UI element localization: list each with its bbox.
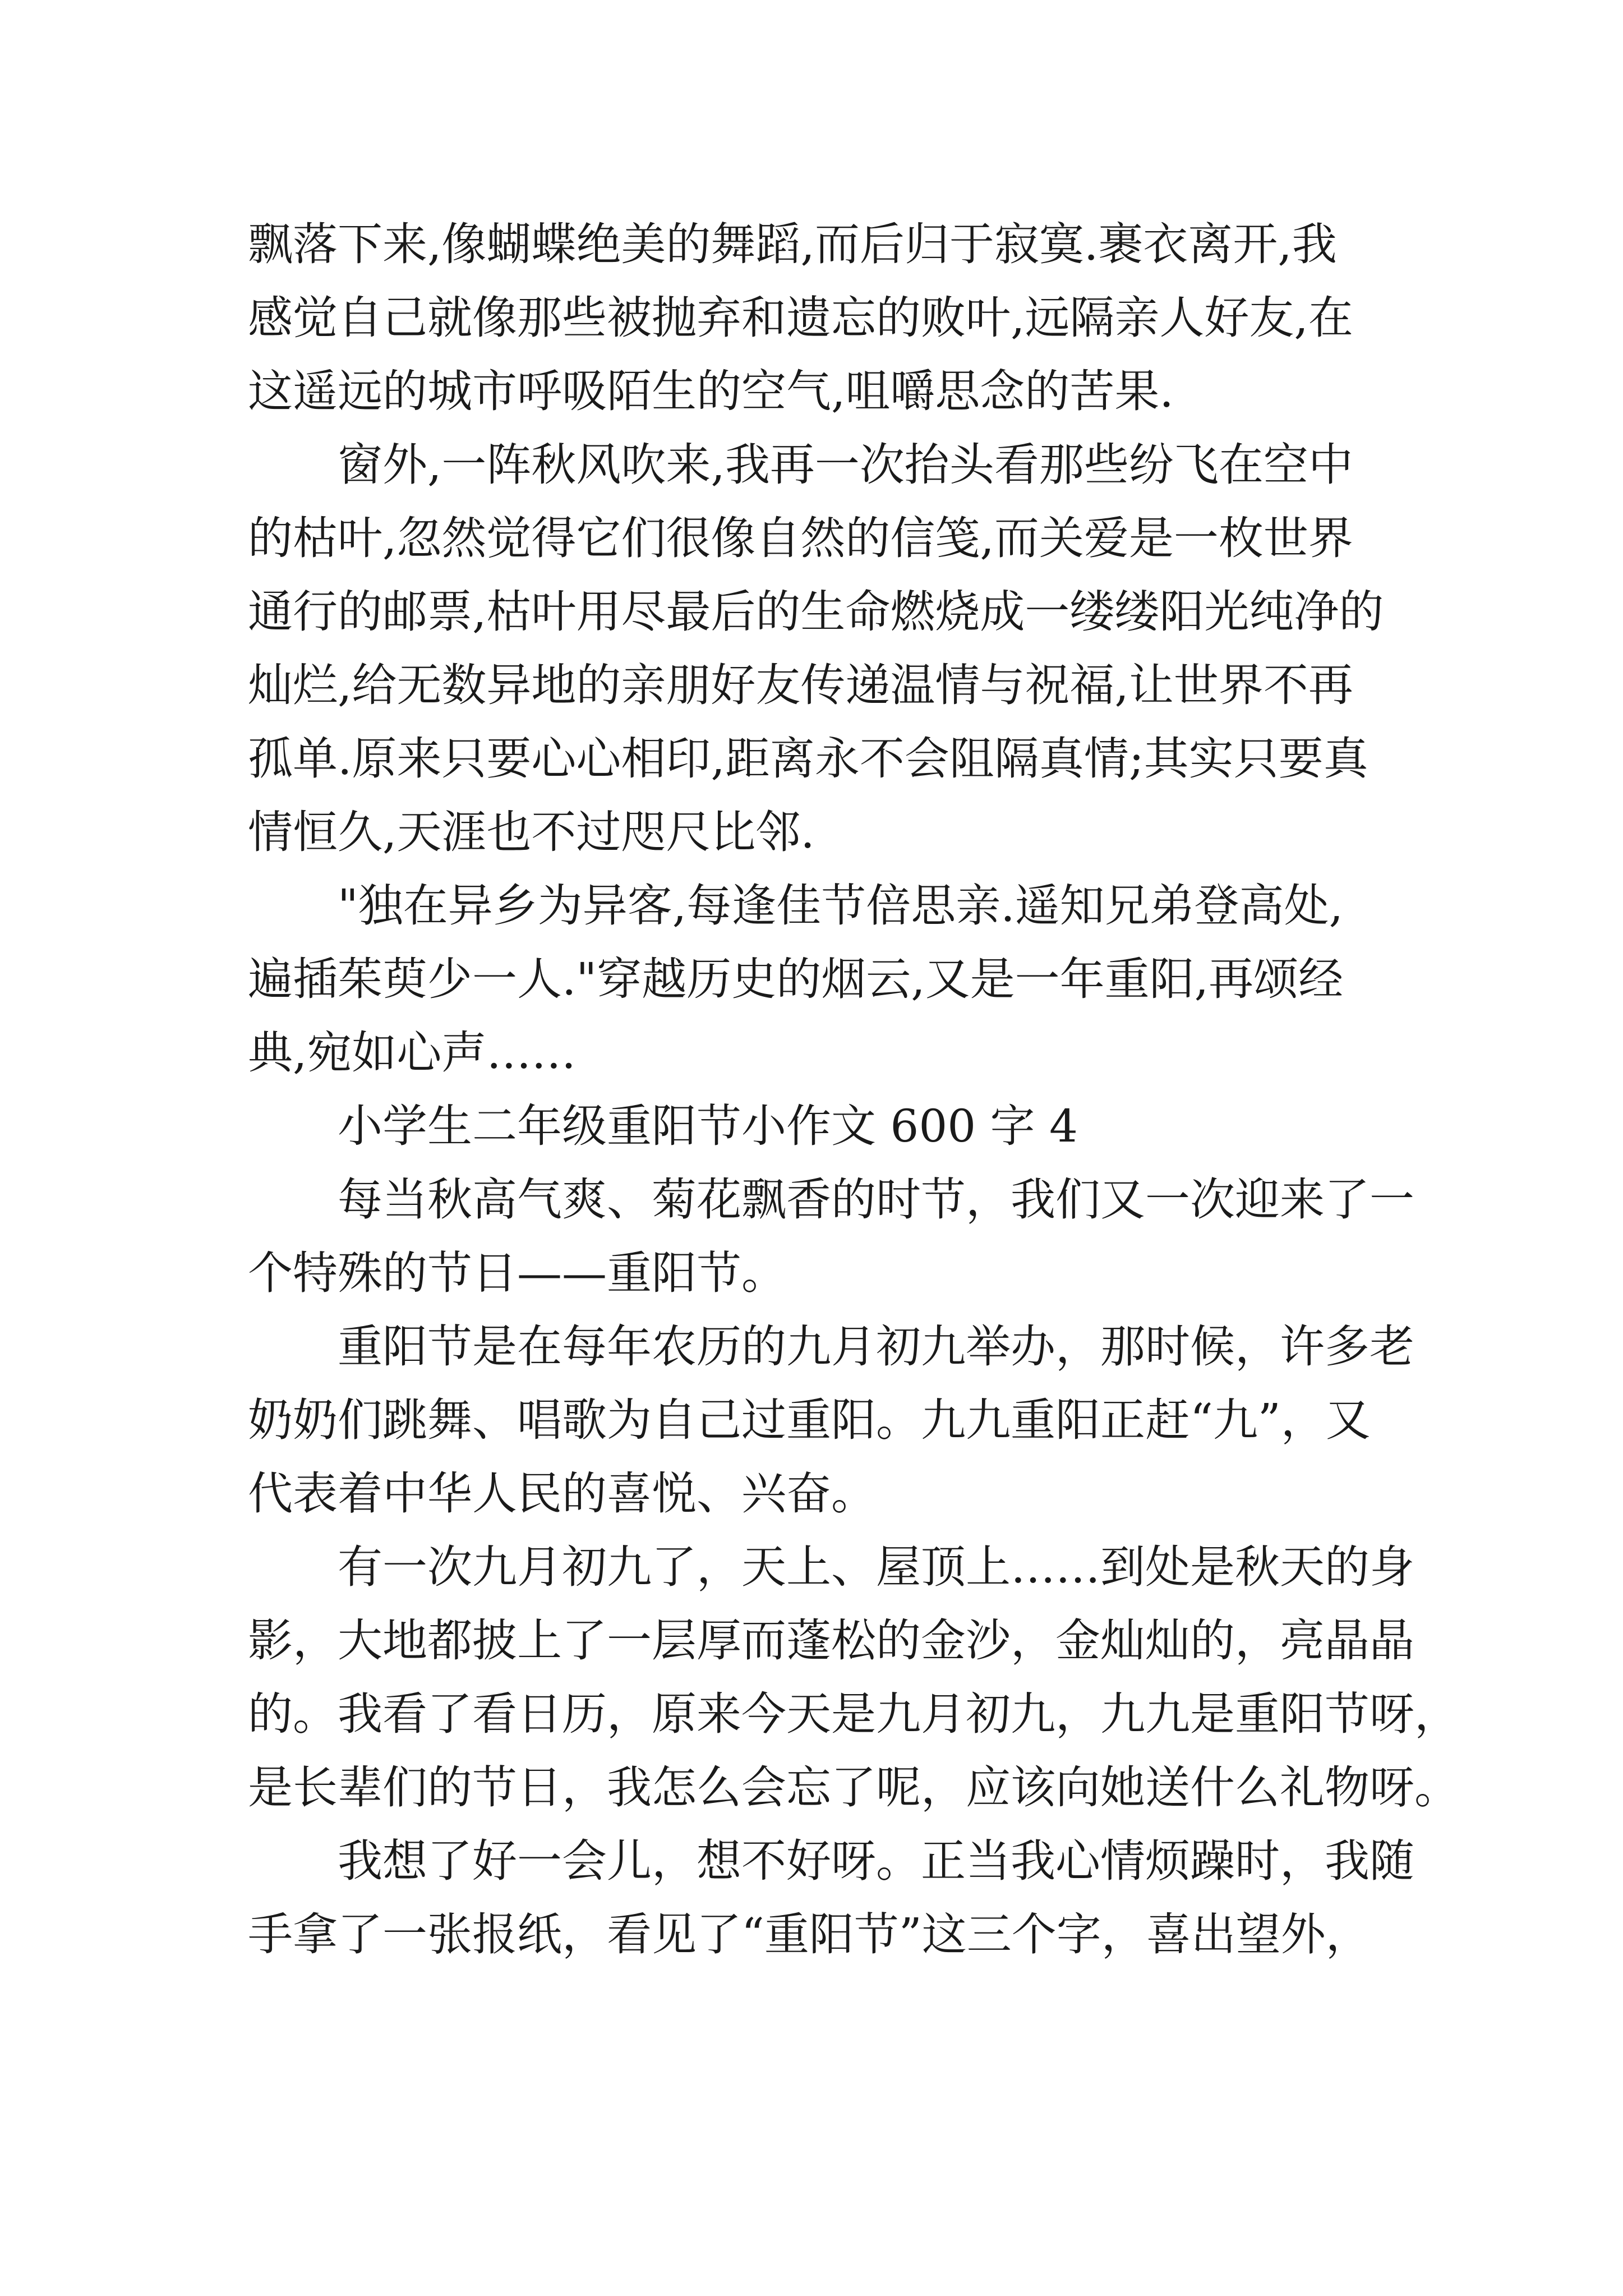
paragraph-6: [248, 1530, 1459, 1824]
paragraph-7: [248, 1824, 1414, 1971]
text-line: 飘落下来,像蝴蝶绝美的舞蹈,而后归于寂寞.裹衣离开,我: [248, 218, 1337, 270]
text-line: 代表着中华人民的喜悦、兴奋。: [248, 1467, 876, 1520]
text-line: 孤单.原来只要心心相印,距离永不会阻隔真情;其实只要真: [248, 733, 1368, 785]
document-body: [248, 208, 1459, 1971]
text-line: 个特殊的节日——重阳节。: [248, 1247, 786, 1299]
text-line: 我想了好一会儿，想不好呀。正当我心情烦躁时，我随: [338, 1835, 1414, 1887]
text-line: 通行的邮票,枯叶用尽最后的生命燃烧成一缕缕阳光纯净的: [248, 586, 1384, 638]
heading-text: 小学生二年级重阳节小作文 600 字 4: [338, 1100, 1078, 1152]
paragraph-1: [248, 208, 1375, 428]
essay-heading: [248, 1089, 1375, 1163]
text-line: 遍插茱萸少一人."穿越历史的烟云,又是一年重阳,再颂经: [248, 953, 1344, 1005]
text-line: 的。我看了看日历，原来今天是九月初九，九九是重阳节呀，: [248, 1688, 1459, 1740]
paragraph-4: [248, 1163, 1414, 1310]
text-line: 典,宛如心声……: [248, 1027, 577, 1079]
text-line: 奶奶们跳舞、唱歌为自己过重阳。九九重阳正赶“九”，又: [248, 1394, 1371, 1446]
text-line: "独在异乡为异客,每逢佳节倍思亲.遥知兄弟登高处,: [338, 880, 1344, 932]
text-line: 感觉自己就像那些被抛弃和遗忘的败叶,远隔亲人好友,在: [248, 292, 1353, 344]
text-line: 每当秋高气爽、菊花飘香的时节，我们又一次迎来了一: [338, 1174, 1414, 1226]
text-line: 这遥远的城市呼吸陌生的空气,咀嚼思念的苦果.: [248, 365, 1174, 417]
text-line: 影，大地都披上了一层厚而蓬松的金沙，金灿灿的，亮晶晶: [248, 1614, 1414, 1667]
text-line: 是长辈们的节日，我怎么会忘了呢，应该向她送什么礼物呀。: [248, 1761, 1459, 1814]
text-line: 的枯叶,忽然觉得它们很像自然的信笺,而关爱是一枚世界: [248, 512, 1353, 564]
text-line: 手拿了一张报纸，看见了“重阳节”这三个字，喜出望外，: [248, 1908, 1371, 1961]
text-line: 有一次九月初九了，天上、屋顶上……到处是秋天的身: [338, 1541, 1414, 1593]
text-line: 情恒久,天涯也不过咫尺比邻.: [248, 806, 815, 858]
paragraph-2: [248, 428, 1384, 869]
paragraph-5: [248, 1310, 1414, 1530]
text-line: 灿烂,给无数异地的亲朋好友传递温情与祝福,让世界不再: [248, 659, 1353, 711]
paragraph-3-poem: [248, 869, 1375, 1089]
text-line: 重阳节是在每年农历的九月初九举办，那时候，许多老: [338, 1320, 1414, 1373]
text-line: 窗外,一阵秋风吹来,我再一次抬头看那些纷飞在空中: [338, 439, 1353, 491]
